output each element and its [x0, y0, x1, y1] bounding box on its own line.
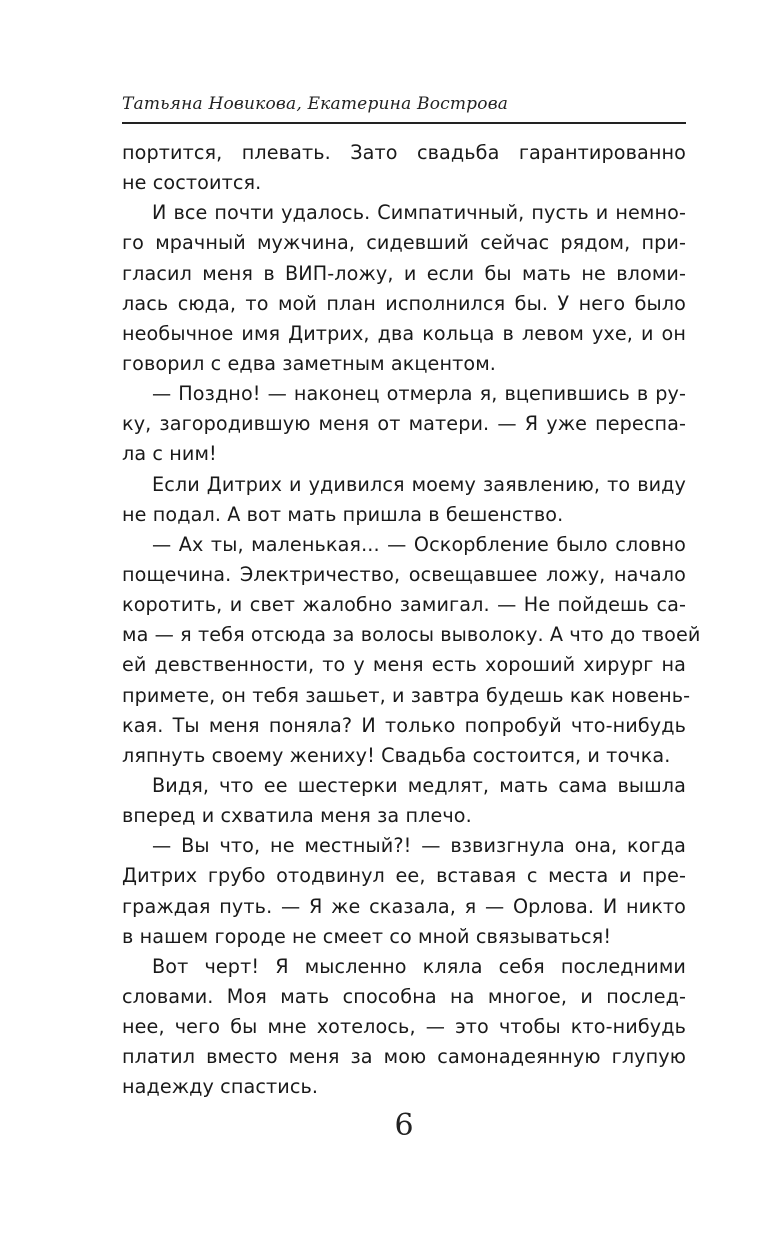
text-line: И все почти удалось. Симпатичный, пусть и немно-	[152, 201, 686, 225]
text-line: в нашем городе не смеет со мной связываться!	[122, 924, 612, 948]
text-line: — Ах ты, маленькая... — Оскорбление было словно	[152, 532, 686, 556]
text-line: вперед и схватила меня за плечо.	[122, 804, 472, 828]
text-line: словами. Моя мать способна на многое, и послед-	[122, 984, 686, 1008]
text-line: портится, плевать. Зато свадьба гарантированно	[122, 141, 686, 164]
running-head: Татьяна Новикова, Екатерина Вострова	[122, 94, 509, 114]
text-line: ла с ним!	[122, 442, 217, 466]
text-line: ма — я тебя отсюда за волосы выволоку. А что до твоей	[122, 623, 701, 647]
text-line: нее, чего бы мне хотелось, — это чтобы кто-нибудь	[122, 1015, 686, 1039]
text-line: ку, загородившую меня от матери. — Я уже переспа-	[122, 412, 686, 436]
text-line: пощечина. Электричество, освещавшее ложу, начало	[122, 562, 686, 586]
text-line: ляпнуть своему жениху! Свадьба состоится, и точка.	[122, 743, 671, 767]
page-number: 6	[394, 1108, 414, 1143]
text-line: граждая путь. — Я же сказала, я — Орлова. И никто	[122, 894, 686, 918]
text-line: не подал. А вот мать пришла в бешенство.	[122, 502, 564, 526]
text-line: — Вы что, не местный?! — взвизгнула она, когда	[152, 834, 686, 858]
text-line: кая. Ты меня поняла? И только попробуй что-нибудь	[122, 713, 686, 737]
text-line: не состоится.	[122, 171, 262, 195]
header-rule	[122, 122, 686, 124]
text-line: Вот черт! Я мысленно кляла себя последними	[152, 954, 686, 978]
text-line: необычное имя Дитрих, два кольца в левом ухе, и он	[122, 321, 686, 345]
text-line: коротить, и свет жалобно замигал. — Не пойдешь са-	[122, 593, 686, 617]
text-line: платил вместо меня за мою самонадеянную глупую	[122, 1045, 686, 1069]
text-line: надежду спастись.	[122, 1075, 319, 1099]
text-line: ей девственности, то у меня есть хороший хирург на	[122, 653, 686, 677]
text-line: — Поздно! — наконец отмерла я, вцепившись в ру-	[152, 382, 686, 406]
text-line: Если Дитрих и удивился моему заявлению, то виду	[152, 472, 686, 496]
text-line: примете, он тебя зашьет, и завтра будешь как новень-	[122, 683, 691, 707]
text-line: гласил меня в ВИП-ложу, и если бы мать не вломи-	[122, 261, 686, 285]
text-line: го мрачный мужчина, сидевший сейчас рядом, при-	[122, 231, 686, 255]
text-line: лась сюда, то мой план исполнился бы. У него было	[122, 291, 686, 315]
text-line: Дитрих грубо отодвинул ее, вставая с места и пре-	[122, 864, 686, 888]
body-text	[122, 138, 701, 1103]
text-line: говорил с едва заметным акцентом.	[122, 351, 496, 375]
text-line: Видя, что ее шестерки медлят, мать сама вышла	[152, 773, 686, 797]
